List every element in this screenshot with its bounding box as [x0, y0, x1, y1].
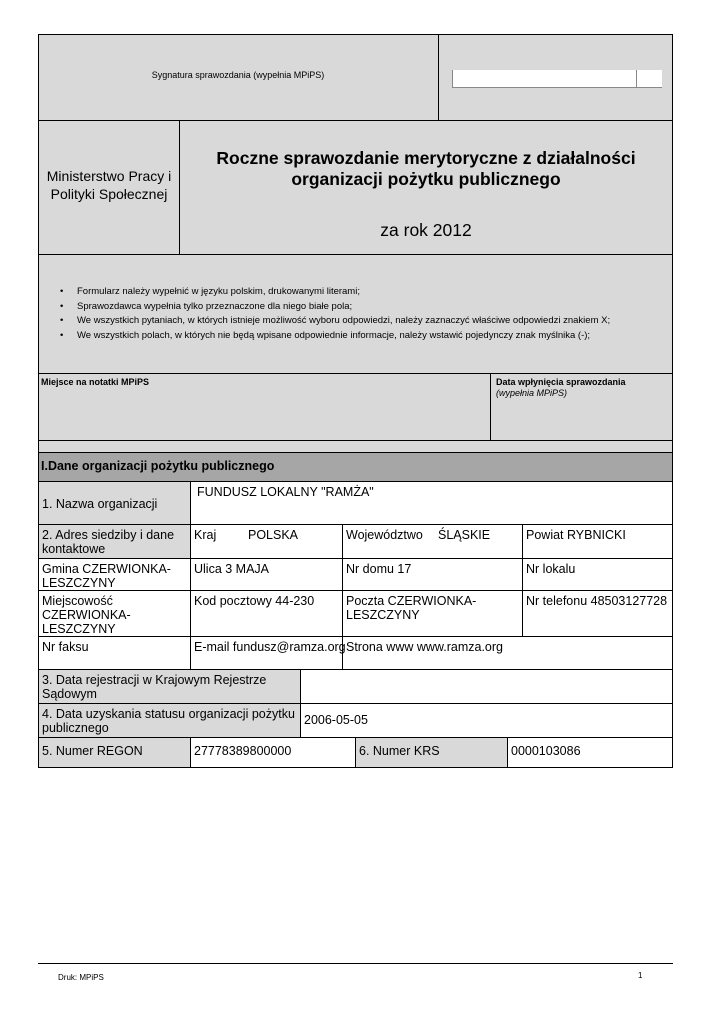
signature-label: Sygnatura sprawozdania (wypełnia MPiPS) — [151, 70, 325, 80]
krs-label-cell — [355, 737, 508, 768]
org-name-label-cell — [38, 481, 191, 525]
regon-field[interactable] — [190, 737, 356, 768]
flat-no-field[interactable] — [522, 558, 673, 591]
www-value: Strona www www.ramza.org — [346, 640, 503, 654]
postal-code-field[interactable] — [190, 590, 343, 637]
instruction-item: • We wszystkich polach, w których nie będą wpisane odpowiednie informacje, należy wstawić pojedynczy znak myślnika (-); — [60, 329, 591, 341]
instruction-item: • We wszystkich pytaniach, w których istnieje możliwość wyboru odpowiedzi, należy zaznaczyć właściwe odpowiedzi znakiem X; — [60, 315, 611, 326]
krs-reg-field[interactable] — [300, 669, 673, 704]
instructions-list — [60, 285, 670, 343]
locality-field[interactable] — [38, 590, 191, 637]
opp-status-field[interactable] — [300, 703, 673, 738]
report-year: za rok 2012 — [380, 220, 472, 240]
house-no-field[interactable] — [342, 558, 523, 591]
title-divider — [179, 120, 180, 255]
commune-field[interactable] — [38, 558, 191, 591]
email-field[interactable] — [190, 636, 346, 670]
regon-label: 5. Numer REGON — [42, 744, 143, 758]
flat-no-value: Nr lokalu — [526, 562, 576, 576]
phone-field[interactable] — [522, 590, 673, 637]
signature-divider — [438, 34, 439, 121]
krs-label: 6. Numer KRS — [359, 744, 440, 758]
post-office-field[interactable] — [342, 590, 523, 637]
locality-value: Miejscowość CZERWIONKA-LESZCZYNY — [42, 594, 131, 636]
signature-field-tick — [636, 70, 637, 88]
voivodeship-value: ŚLĄSKIE — [438, 528, 491, 542]
footer-page-number: 1 — [638, 971, 643, 980]
country-value: POLSKA — [248, 528, 299, 542]
postal-code-value: Kod pocztowy 44-230 — [194, 594, 315, 608]
house-no-value: Nr domu 17 — [346, 562, 412, 576]
footer-print: Druk: MPiPS — [58, 973, 104, 982]
regon-value: 27778389800000 — [194, 744, 292, 758]
address-label: 2. Adres siedziby i dane kontaktowe — [42, 528, 175, 556]
org-name-field[interactable] — [190, 481, 673, 525]
county-field[interactable] — [522, 524, 673, 559]
mpips-notes-label: Miejsce na notatki MPiPS — [41, 377, 150, 387]
phone-value: Nr telefonu 48503127728 — [526, 594, 668, 608]
county-value: Powiat RYBNICKI — [526, 528, 626, 542]
post-office-value: Poczta CZERWIONKA-LESZCZYNY — [346, 594, 477, 622]
org-name-value: FUNDUSZ LOKALNY "RAMŻA" — [197, 485, 374, 499]
org-name-label: 1. Nazwa organizacji — [42, 497, 158, 511]
voivodeship-label: Województwo — [346, 528, 423, 542]
opp-status-label-cell — [38, 703, 301, 738]
signature-field-mark — [452, 70, 662, 88]
footer-rule — [38, 963, 673, 964]
street-field[interactable] — [190, 558, 343, 591]
krs-reg-label-cell — [38, 669, 301, 704]
instruction-item: • Formularz należy wypełnić w języku polskim, drukowanymi literami; — [60, 286, 360, 297]
date-received-sub: (wypełnia MPiPS) — [496, 388, 568, 398]
street-value: Ulica 3 MAJA — [194, 562, 270, 576]
ministry-name: Ministerstwo Pracy i Polityki Społecznej — [46, 168, 172, 202]
www-field[interactable] — [342, 636, 673, 670]
email-value: E-mail fundusz@ramza.org — [194, 640, 346, 654]
date-received-label: Data wpłynięcia sprawozdania — [496, 377, 626, 387]
krs-value: 0000103086 — [511, 744, 581, 758]
fax-value: Nr faksu — [42, 640, 89, 654]
regon-label-cell — [38, 737, 191, 768]
country-field[interactable] — [190, 524, 343, 559]
fax-field[interactable] — [38, 636, 191, 670]
opp-status-label: 4. Data uzyskania statusu organizacji pożytku publicznego — [42, 707, 295, 735]
instruction-item: • Sprawozdawca wypełnia tylko przeznaczone dla niego białe pola; — [60, 300, 353, 312]
country-label: Kraj — [194, 528, 217, 542]
opp-status-value: 2006-05-05 — [304, 713, 368, 727]
report-title-line2: organizacji pożytku publicznego — [291, 169, 561, 189]
notes-divider — [490, 373, 491, 441]
section-title: I.Dane organizacji pożytku publicznego — [41, 459, 275, 473]
report-title-line1: Roczne sprawozdanie merytoryczne z działalności — [216, 148, 636, 168]
commune-value: Gmina CZERWIONKA-LESZCZYNY — [42, 562, 171, 590]
krs-reg-label: 3. Data rejestracji w Krajowym Rejestrze Sądowym — [42, 673, 267, 701]
address-label-cell — [38, 524, 191, 559]
krs-field[interactable] — [507, 737, 673, 768]
voivodeship-field[interactable] — [342, 524, 523, 559]
